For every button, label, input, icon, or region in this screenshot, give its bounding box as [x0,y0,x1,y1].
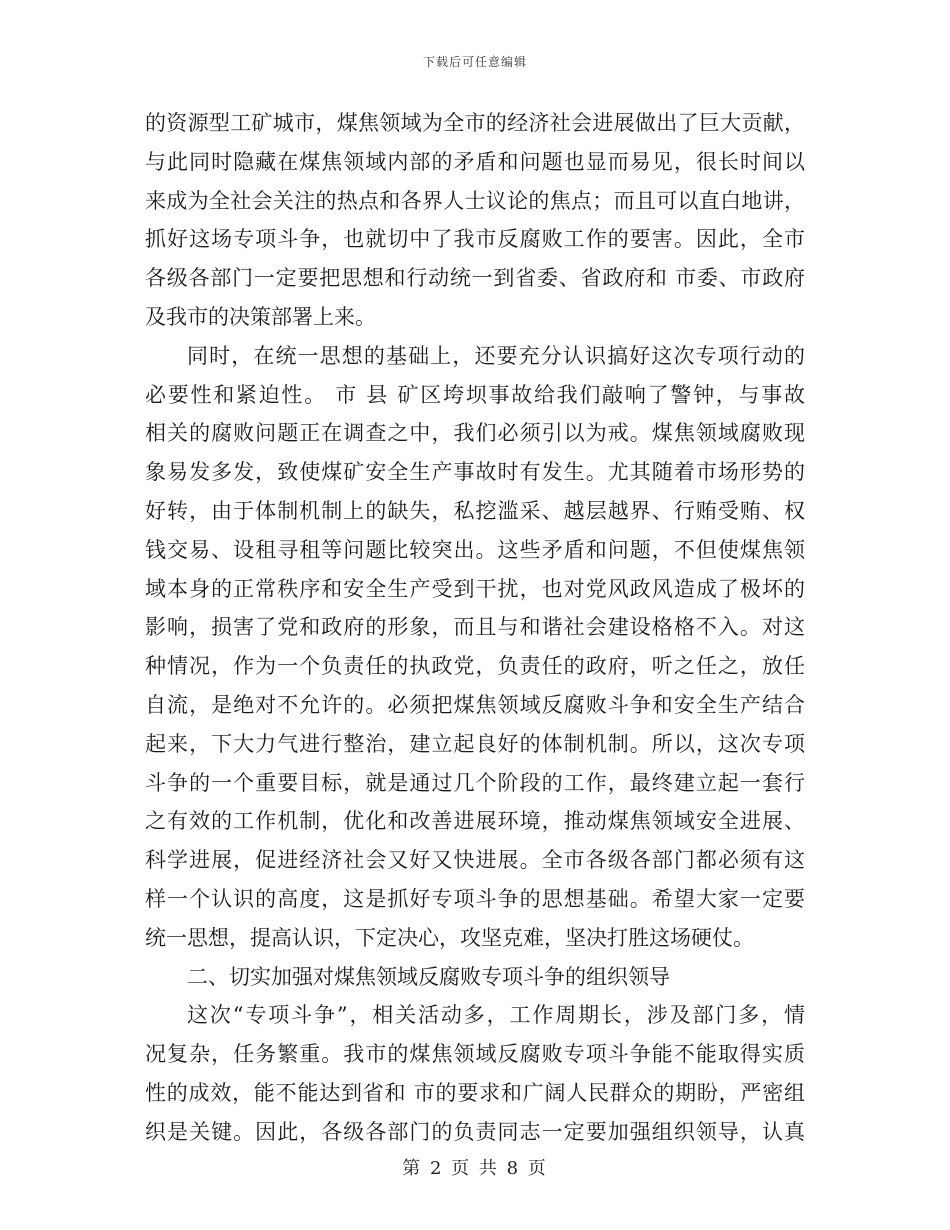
text-line: 之有效的工作机制，优化和改善进展环境，推动煤焦领域安全进展、 [145,809,805,834]
paragraph-start-line: 同时，在统一思想的基础上，还要充分认识搞好这次专项行动的 [187,343,805,368]
text-line: 各级各部门一定要把思想和行动统一到省委、省政府和 市委、市政府 [145,266,805,291]
text-line: 织是关键。因此，各级各部门的负责同志一定要加强组织领导，认真 [145,1119,805,1144]
text-line: 象易发多发，致使煤矿安全生产事故时有发生。尤其随着市场形势的 [145,460,805,485]
text-line: 相关的腐败问题正在调查之中，我们必须引以为戒。煤焦领域腐败现 [145,421,805,446]
text-line: 域本身的正常秩序和安全生产受到干扰，也对党风政风造成了极坏的 [145,576,805,601]
text-line: 性的成效，能不能达到省和 市的要求和广阔人民群众的期盼，严密组 [145,1080,805,1105]
text-line: 统一思想，提高认识，下定决心，攻坚克难，坚决打胜这场硬仗。 [145,925,754,950]
text-line: 抓好这场专项斗争，也就切中了我市反腐败工作的要害。因此，全市 [145,227,805,252]
text-line: 影响，损害了党和政府的形象，而且与和谐社会建设格格不入。对这 [145,615,805,640]
text-line: 及我市的决策部署上来。 [145,304,376,329]
page-header: 下载后可任意编辑 [422,55,527,69]
document-body [145,104,805,1152]
section-heading: 二、切实加强对煤焦领域反腐败专项斗争的组织领导 [187,964,670,989]
text-line: 来成为全社会关注的热点和各界人士议论的焦点；而且可以直白地讲， [145,188,805,213]
text-line: 起来，下大力气进行整治，建立起良好的体制机制。所以，这次专项 [145,731,805,756]
text-line: 况复杂，任务繁重。我市的煤焦领域反腐败专项斗争能不能取得实质 [145,1042,805,1067]
text-line: 钱交易、设租寻租等问题比较突出。这些矛盾和问题，不但使煤焦领 [145,537,805,562]
text-line: 样一个认识的高度，这是抓好专项斗争的思想基础。希望大家一定要 [145,886,805,911]
text-line: 必要性和紧迫性。 市 县 矿区垮坝事故给我们敲响了警钟，与事故 [145,382,805,407]
text-line: 斗争的一个重要目标，就是通过几个阶段的工作，最终建立起一套行 [145,770,805,795]
text-line: 好转，由于体制机制上的缺失，私挖滥采、越层越界、行贿受贿、权 [145,498,805,523]
text-line: 科学进展，促进经济社会又好又快进展。全市各级各部门都必须有这 [145,848,805,873]
text-line: 自流，是绝对不允许的。必须把煤焦领域反腐败斗争和安全生产结合 [145,692,805,717]
page-number-footer: 第 2 页 共 8 页 [402,1158,548,1179]
text-line: 种情况，作为一个负责任的执政党，负责任的政府，听之任之，放任 [145,654,805,679]
text-line: 的资源型工矿城市，煤焦领域为全市的经济社会进展做出了巨大贡献， [145,111,805,135]
paragraph-start-line: 这次“专项斗争”，相关活动多，工作周期长，涉及部门多，情 [187,1003,805,1028]
text-line: 与此同时隐藏在煤焦领域内部的矛盾和问题也显而易见，很长时间以 [145,149,805,174]
